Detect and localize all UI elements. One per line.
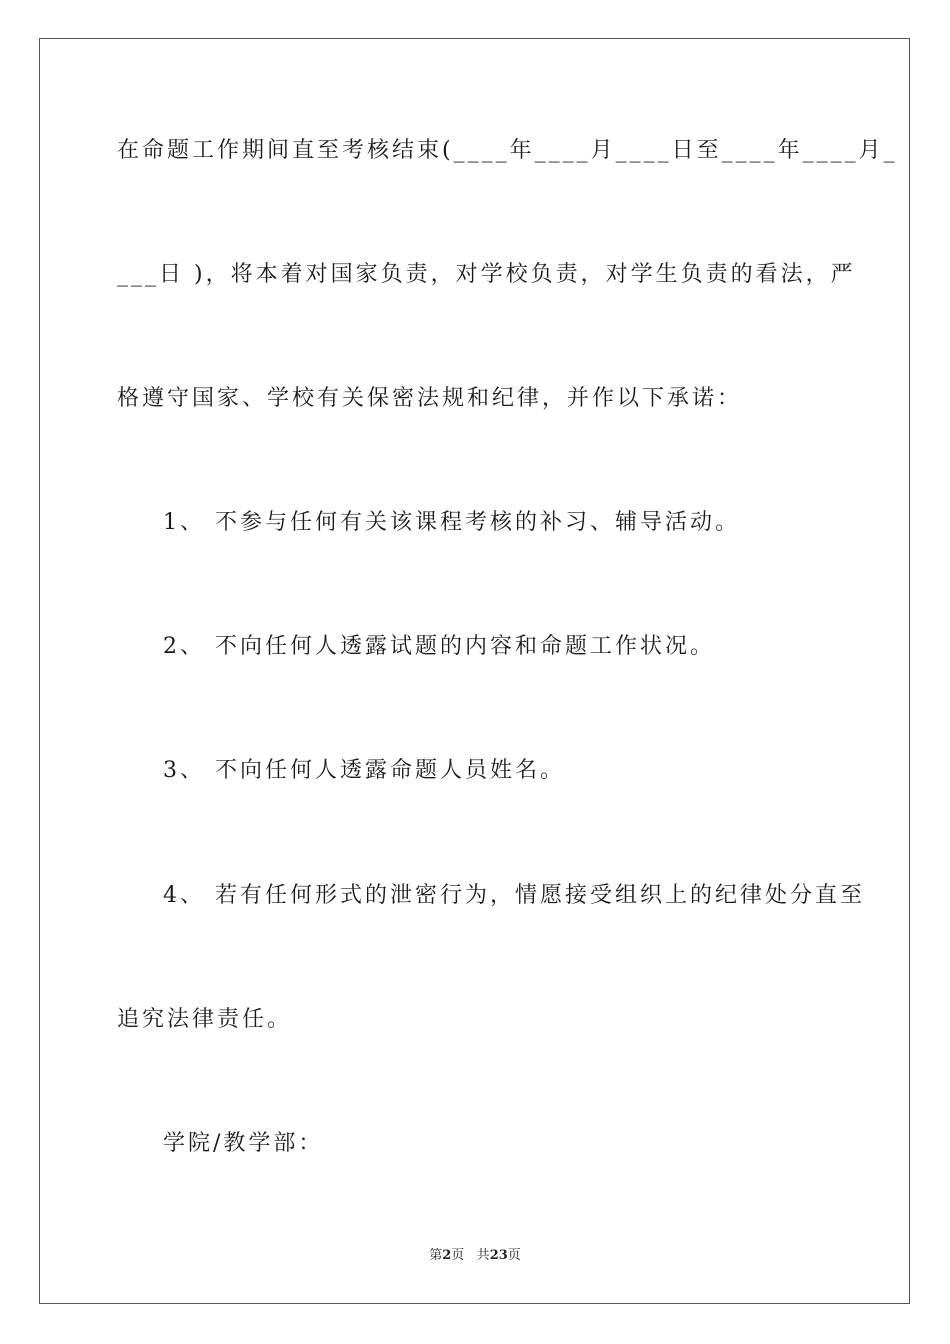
- list-item-3: 3、 不向任何人透露命题人员姓名。: [163, 758, 565, 783]
- paragraph-line-1: 在命题工作期间直至考核结束(____年____月____日至____年____月_: [117, 138, 898, 163]
- footer-prefix: 第: [429, 1248, 443, 1263]
- page-footer: [0, 1248, 950, 1264]
- list-item-4-continuation: 追究法律责任。: [117, 1007, 293, 1032]
- page-frame: [39, 38, 910, 1304]
- footer-total-suffix: 页: [507, 1248, 521, 1263]
- footer-page-number: 2: [442, 1248, 452, 1263]
- list-item-2: 2、 不向任何人透露试题的内容和命题工作状况。: [163, 634, 715, 659]
- footer-total-prefix: 共: [476, 1248, 490, 1263]
- paragraph-line-2: ___日 )，将本着对国家负责，对学校负责，对学生负责的看法，严: [117, 262, 856, 287]
- list-item-1: 1、 不参与任何有关该课程考核的补习、辅导活动。: [163, 510, 740, 535]
- footer-total-pages: 23: [489, 1248, 508, 1263]
- paragraph-line-3: 格遵守国家、学校有关保密法规和纪律，并作以下承诺：: [117, 386, 743, 411]
- footer-page-suffix: 页: [451, 1248, 465, 1263]
- list-item-4: 4、 若有任何形式的泄密行为，情愿接受组织上的纪律处分直至: [163, 883, 865, 908]
- department-label: 学院/教学部：: [163, 1131, 324, 1156]
